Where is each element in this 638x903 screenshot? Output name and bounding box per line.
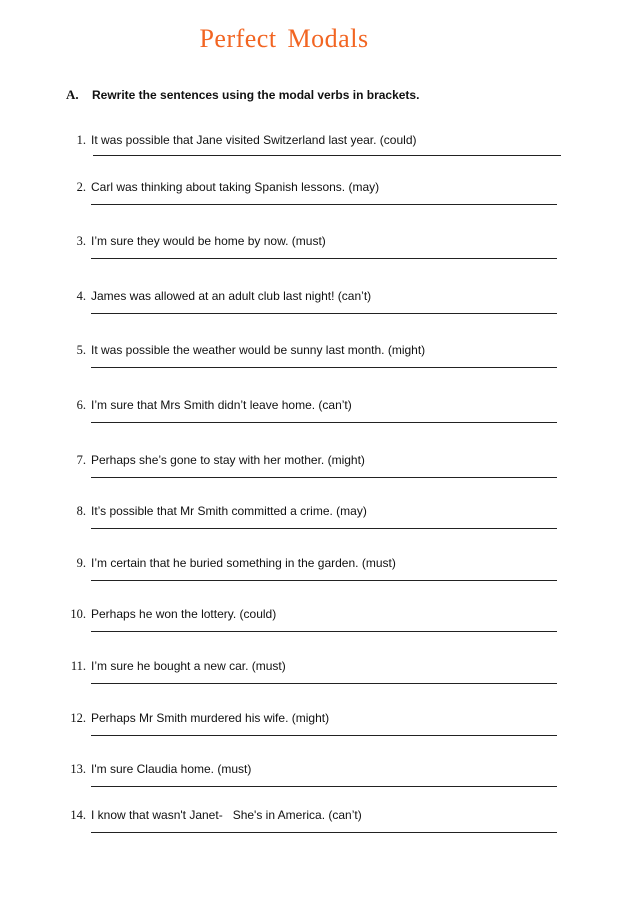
exercise-item (0, 342, 638, 382)
item-sentence: I’m certain that he buried something in the garden. (must) (91, 556, 396, 570)
item-sentence: I’m sure he bought a new car. (must) (91, 659, 286, 673)
section-letter: A. (66, 87, 79, 102)
item-sentence: James was allowed at an adult club last night! (can’t) (91, 289, 372, 303)
section-heading (66, 87, 419, 103)
item-number: 3. (76, 234, 86, 248)
item-sentence: It was possible that Jane visited Switzerland last year. (could) (91, 133, 417, 147)
item-number: 12. (70, 711, 86, 725)
item-sentence: I'm sure Claudia home. (must) (91, 762, 252, 776)
item-sentence: Perhaps she’s gone to stay with her mother. (might) (91, 453, 365, 467)
answer-line[interactable] (91, 580, 557, 581)
answer-line[interactable] (93, 155, 561, 156)
answer-line[interactable] (91, 786, 557, 787)
item-number: 4. (76, 289, 86, 303)
exercise-item (0, 132, 638, 172)
item-sentence: I’m sure they would be home by now. (must) (91, 234, 326, 248)
item-sentence: I know that wasn't Janet- She's in America. (can’t) (91, 808, 362, 822)
item-number: 5. (76, 343, 86, 357)
answer-line[interactable] (91, 683, 557, 684)
item-number: 1. (76, 133, 86, 147)
section-instruction: Rewrite the sentences using the modal verbs in brackets. (92, 88, 420, 102)
exercise-item (0, 761, 638, 801)
item-sentence: Perhaps Mr Smith murdered his wife. (might) (91, 711, 330, 725)
page-title: Perfect Modals (199, 24, 369, 53)
answer-line[interactable] (91, 735, 557, 736)
answer-line[interactable] (91, 422, 557, 423)
exercise-item (0, 658, 638, 698)
item-number: 6. (76, 398, 86, 412)
item-number: 9. (76, 556, 86, 570)
item-number: 7. (76, 453, 86, 467)
exercise-item (0, 555, 638, 595)
exercise-item (0, 397, 638, 437)
answer-line[interactable] (91, 477, 557, 478)
item-sentence: Carl was thinking about taking Spanish lessons. (may) (91, 180, 380, 194)
answer-line[interactable] (91, 204, 557, 205)
exercise-item (0, 503, 638, 543)
item-number: 11. (70, 659, 86, 673)
item-sentence: I’m sure that Mrs Smith didn’t leave home. (can’t) (91, 398, 352, 412)
item-number: 14. (70, 808, 86, 822)
item-number: 10. (70, 607, 86, 621)
item-number: 8. (76, 504, 86, 518)
answer-line[interactable] (91, 528, 557, 529)
answer-line[interactable] (91, 631, 557, 632)
exercise-item (0, 452, 638, 492)
answer-line[interactable] (91, 313, 557, 314)
item-number: 13. (70, 762, 86, 776)
exercise-item (0, 606, 638, 646)
exercise-item (0, 233, 638, 273)
item-sentence: It was possible the weather would be sunny last month. (might) (91, 343, 426, 357)
answer-line[interactable] (91, 832, 557, 833)
answer-line[interactable] (91, 258, 557, 259)
exercise-item (0, 710, 638, 750)
exercise-item (0, 179, 638, 219)
item-sentence: It’s possible that Mr Smith committed a crime. (may) (91, 504, 367, 518)
exercise-item (0, 288, 638, 328)
answer-line[interactable] (91, 367, 557, 368)
exercise-item (0, 807, 638, 847)
item-sentence: Perhaps he won the lottery. (could) (91, 607, 277, 621)
item-number: 2. (76, 180, 86, 194)
